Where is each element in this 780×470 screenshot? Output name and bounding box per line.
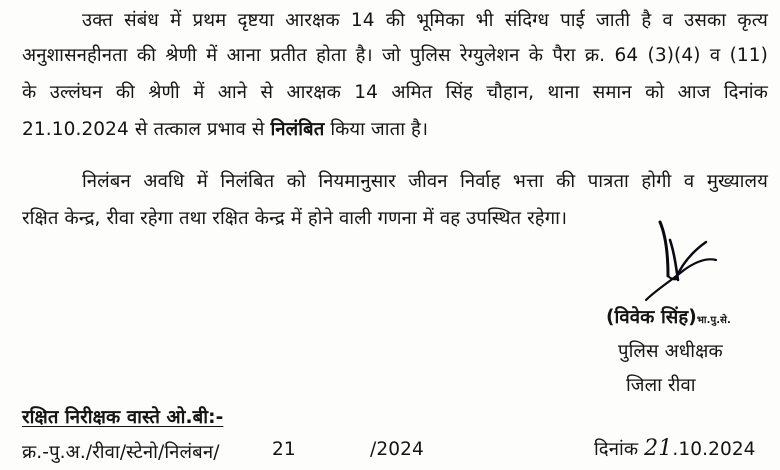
- para2-line1: निलंबन अवधि में निलंबित को नियमानुसार जीवन निर्वाह भत्ता की पात्रता होगी व मुख्यालय: [82, 171, 768, 192]
- para1-line3: के उल्लंघन की श्रेणी में आने से आरक्षक 14 अमित सिंह चौहान, थाना समान को आज दिनांक: [22, 82, 768, 103]
- signatory-name: [606, 304, 731, 329]
- para2-line2: रक्षित केन्द्र, रीवा रहेगा तथा रक्षित केन्द्र में होने वाली गणना में वह उपस्थित रहेगा।: [22, 208, 568, 229]
- date-label: दिनांक: [594, 439, 639, 460]
- para1-line1: उक्त संबंध में प्रथम दृष्टया आरक्षक 14 की भूमिका भी संदिग्ध पाई जाती है व उसका कृत्य: [82, 10, 768, 31]
- suspended-word: निलंबित: [270, 119, 325, 140]
- reference-number: 21: [272, 439, 296, 460]
- reference-year: /2024: [370, 439, 424, 460]
- handwritten-signature-icon: [620, 218, 730, 308]
- reference-prefix: क्र.-पु.अ./रीवा/स्टेनो/निलंबन/: [22, 442, 220, 463]
- footer-heading: रक्षित निरीक्षक वास्ते ओ.बी:-: [22, 407, 224, 428]
- para1-line4-start: 21.10.2024 से तत्काल प्रभाव से: [22, 119, 271, 140]
- para1-line2: अनुशासनहीनता की श्रेणी में आना प्रतीत होता है। जो पुलिस रेग्युलेशन के पैरा क्र. 64 (3)(4) व (11): [22, 45, 768, 66]
- footer-date: [594, 436, 756, 461]
- signatory-district: जिला रीवा: [626, 375, 696, 396]
- signatory-suffix: भा.पु.से.: [696, 315, 731, 326]
- date-day: 21: [644, 436, 673, 461]
- signatory-name-text: (विवेक सिंह): [606, 307, 697, 328]
- date-rest: .10.2024: [672, 439, 756, 460]
- para1-line4-end: किया जाता है।: [324, 119, 429, 140]
- para1-line4: [22, 116, 428, 141]
- signatory-designation: पुलिस अधीक्षक: [618, 341, 723, 362]
